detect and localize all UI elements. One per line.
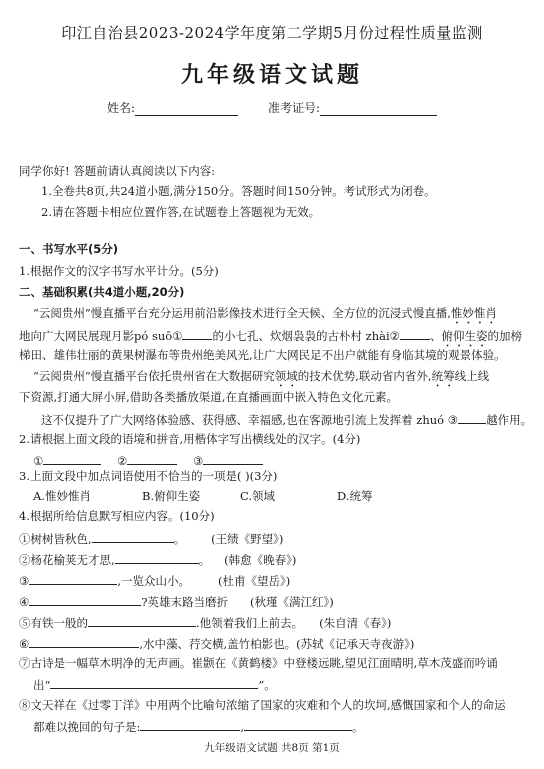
poem-source: (秋瑾《满江红》) (249, 595, 334, 609)
answer-blank-2[interactable] (127, 452, 177, 465)
poem-text: .他领着我们上前去。 (196, 616, 304, 630)
passage-text: “云阅贵州”慢直播平台依托贵州省在大数据研究 (33, 369, 275, 383)
recite-line-3 (19, 572, 290, 588)
blank-3[interactable] (458, 411, 486, 424)
blank-1[interactable] (182, 327, 212, 340)
recite-line-1 (19, 530, 283, 546)
poem-text: ③ (19, 574, 30, 588)
section-1-heading: 一、书写水平(5分) (19, 242, 119, 256)
recite-line-2 (19, 551, 296, 567)
poem-text: ,一览众山小。 (117, 574, 190, 588)
page-footer: 九年级语文试题 共8页 第1页 (204, 742, 340, 754)
recite-blank-3[interactable] (29, 572, 117, 585)
passage-text: 这不仅提升了广大网络体验感、获得感、幸福感,也在客源地引流上发挥着 zhuó ③ (41, 413, 459, 427)
poem-text: 出“ (33, 678, 51, 692)
passage-line-3: 梯田、雄伟壮丽的黄果树瀑布等贵州绝美风光,让广大网民足不出户就能有身临其境的观景体验。 (19, 348, 506, 362)
passage-text: 的小七孔、炊烟袅袅的古朴村 zhài② (212, 329, 400, 343)
poem-text: ①树树皆秋色, (19, 532, 92, 546)
recite-blank-4[interactable] (29, 593, 141, 606)
exam-id-field[interactable] (268, 99, 437, 116)
name-underline[interactable] (135, 101, 238, 116)
poem-text: ⑥ (19, 637, 30, 651)
poem-source: (王绩《野望》) (211, 532, 284, 546)
question-2: 2.请根据上面文段的语境和拼音,用楷体字写出横线处的汉字。(4分) (19, 432, 361, 446)
recite-line-5 (19, 614, 391, 630)
notice-item-2: 2.请在答题卡相应位置作答,在试题卷上答题视为无效。 (41, 205, 321, 219)
name-label: 姓名: (107, 101, 136, 115)
passage-line-1 (33, 306, 497, 327)
dotted-word-c: 领域 (274, 369, 298, 383)
option-c[interactable]: C.领域 (240, 489, 276, 503)
poem-text: 。 (198, 553, 211, 567)
answer-blank-1[interactable] (43, 452, 101, 465)
question-3: 3.上面文段中加点词语使用不恰当的一项是( )(3分) (19, 469, 278, 483)
dotted-word-b: 俯仰生姿 (441, 329, 488, 343)
dotted-word-d: 统筹 (431, 369, 455, 383)
blank-2[interactable] (400, 327, 430, 340)
recite-blank-8b[interactable] (244, 718, 352, 731)
poem-source: (朱自清《春》) (319, 616, 392, 630)
passage-text: 线上线 (454, 369, 490, 383)
poem-text: ,水中藻、荇交横,盖竹柏影也。(苏轼《记承天寺夜游》) (139, 637, 415, 651)
answer-label-3: ③ (192, 454, 204, 468)
exam-title: 印江自治县2023-2024学年度第二学期5月份过程性质量监测 (61, 24, 483, 42)
passage-line-2 (19, 327, 522, 350)
answer-blank-3[interactable] (203, 452, 263, 465)
passage-text: 地向广大网民展现月影pó suō① (19, 329, 183, 343)
passage-text: 、 (429, 329, 442, 343)
name-field[interactable] (107, 99, 238, 116)
poem-text: ②杨花榆荚无才思, (19, 553, 115, 567)
poem-text: , (240, 720, 245, 734)
passage-text: “云阅贵州”慢直播平台充分运用前沿影像技术进行全天候、全方位的沉浸式慢直播, (33, 306, 451, 320)
option-a[interactable]: A.惟妙惟肖 (33, 489, 91, 503)
poem-text: 。 (173, 532, 186, 546)
question-4: 4.根据所给信息默写相应内容。(10分) (19, 509, 215, 523)
paper-title: 九年级语文试题 (180, 62, 363, 88)
recite-blank-6[interactable] (29, 635, 139, 648)
section-2-heading: 二、基础积累(共4道小题,20分) (19, 285, 185, 299)
passage-line-5: 下资源,打通大屏小屏,借助各类播放渠道,在直播画面中嵌入特色文化元素。 (19, 390, 398, 404)
answer-label-1: ① (33, 454, 44, 468)
exam-id-underline[interactable] (320, 101, 437, 116)
poem-text: ④ (19, 595, 30, 609)
passage-line-4 (33, 369, 489, 390)
notice-item-1: 1.全卷共8页,共24道小题,满分150分。答题时间150分钟。考试形式为闭卷。 (41, 184, 436, 198)
dotted-word-a: 惟妙惟肖 (450, 306, 497, 320)
recite-blank-1[interactable] (92, 530, 174, 543)
poem-text: ”。 (258, 678, 276, 692)
exam-id-label: 准考证号: (268, 101, 321, 115)
poem-text: ?英雄末路当磨折 (141, 595, 228, 609)
recite-line-7-cont (33, 676, 276, 692)
recite-blank-8a[interactable] (140, 718, 240, 731)
recite-blank-5[interactable] (88, 614, 196, 627)
passage-text: 的技术优势,联动省内省外, (297, 369, 432, 383)
q2-answer-blanks (33, 452, 263, 468)
question-1: 1.根据作文的汉字书写水平计分。(5分) (19, 264, 219, 278)
passage-text: 越作用。 (486, 413, 533, 427)
answer-label-2: ② (116, 454, 128, 468)
recite-line-8: ⑧文天祥在《过零丁洋》中用两个比喻句浓缩了国家的灾难和个人的坎坷,感慨国家和个人的命运 (19, 698, 506, 712)
poem-text: 都难以挽回的句子是: (33, 720, 141, 734)
poem-text: 。 (352, 720, 364, 734)
option-b[interactable]: B.俯仰生姿 (142, 489, 201, 503)
poem-text: ⑤有铁一般的 (19, 616, 88, 630)
recite-line-7: ⑦古诗是一幅草木明净的无声画。崔颢在《黄鹤楼》中登楼远眺,望见江面晴明,草木茂盛而吟诵 (19, 656, 498, 670)
recite-blank-7[interactable] (50, 676, 258, 689)
recite-blank-2[interactable] (115, 551, 199, 564)
poem-source: (杜甫《望岳》) (217, 574, 291, 588)
recite-line-8-cont (33, 718, 364, 734)
option-d[interactable]: D.统筹 (337, 489, 373, 503)
notice-greeting: 同学你好! 答题前请认真阅读以下内容: (19, 164, 216, 178)
poem-source: (韩愈《晚春》) (224, 553, 297, 567)
passage-line-6 (41, 411, 532, 427)
recite-line-6 (19, 635, 414, 651)
passage-text: 的加榜 (487, 329, 522, 343)
recite-line-4 (19, 593, 334, 609)
